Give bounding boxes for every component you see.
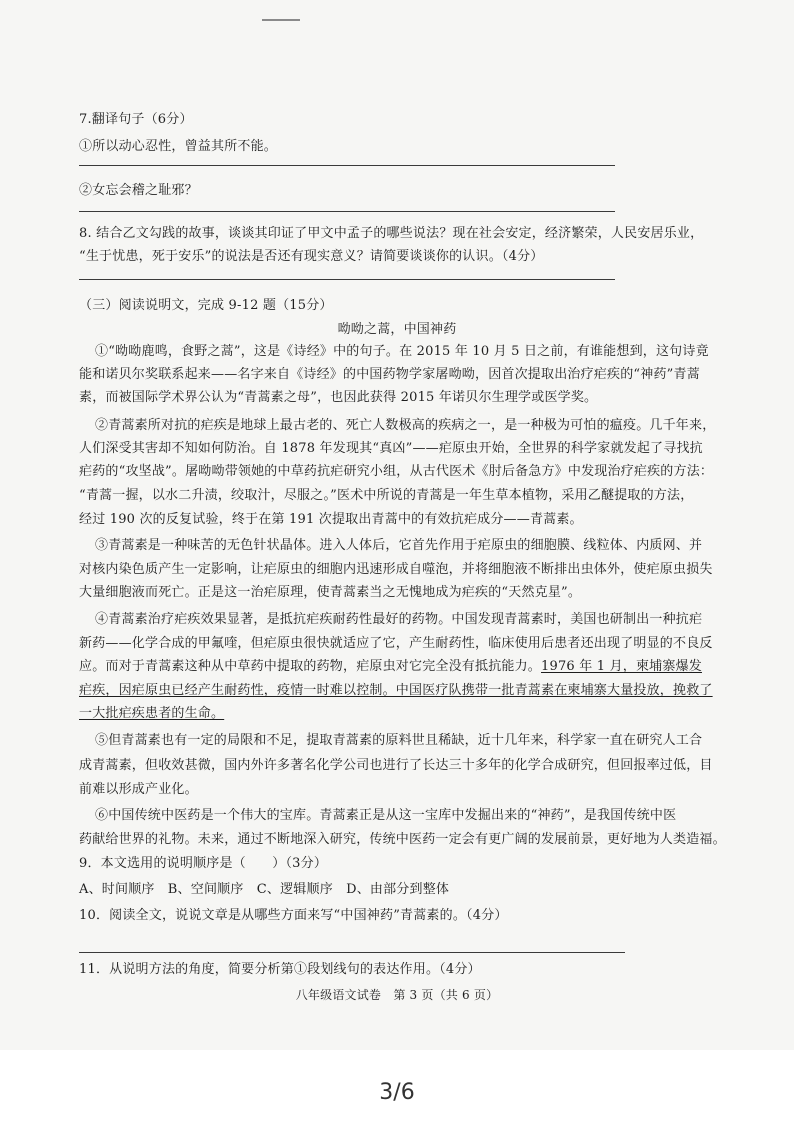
article-title: 呦呦之蒿，中国神药 — [337, 322, 457, 337]
q7-sentence-1: ①所以动心忍性，曾益其所不能。 — [79, 139, 278, 154]
q11-question: 11．从说明方法的角度，简要分析第①段划线句的表达作用。（4分） — [79, 962, 481, 977]
paragraph-4-line: ④青蒿素治疗疟疾效果显著，是抵抗疟疾耐药性最好的药物。中国发现青蒿素时，美国也研制出一种抗疟 — [95, 612, 703, 627]
q7-sentence-2: ②女忘会稽之耻邪？ — [79, 183, 198, 198]
paragraph-3-line: 大量细胞液而死亡。正是这一治疟原理，使青蒿素当之无愧地成为疟疾的“天然克星”。 — [79, 585, 582, 600]
answer-line — [79, 211, 615, 212]
paragraph-4-line — [79, 659, 702, 675]
paragraph-2-line: 人们深受其害却不知如何防治。自 1878 年发现其“真凶”——疟原虫开始，全世界的科学家就发起了寻找抗 — [79, 441, 703, 456]
q10-question: 10．阅读全文，说说文章是从哪些方面来写“中国神药”青蒿素的。（4分） — [79, 908, 508, 923]
paragraph-2-line: ②青蒿素所对抗的疟疾是地球上最古老的、死亡人数极高的疾病之一，是一种极为可怕的瘟疫。几千年来， — [95, 418, 716, 433]
paragraph-6-line: ⑥中国传统中医药是一个伟大的宝库。青蒿素正是从这一宝库中发掘出来的“神药”，是我国传统中医 — [95, 808, 677, 823]
paragraph-5-line: 前难以形成产业化。 — [79, 782, 198, 797]
paragraph-5-line: 成青蒿素，但收效甚微，国内外许多著名化学公司也进行了长达三十多年的化学合成研究，但回报率过低，目 — [79, 758, 713, 773]
q8-line-1: 8. 结合乙文勾践的故事，谈谈其印证了甲文中孟子的哪些说法？现在社会安定，经济繁荣，人民安居乐业， — [79, 226, 704, 241]
paragraph-2-line: 经过 190 次的反复试验，终于在第 191 次提取出青蒿中的有效抗疟成分——青蒿素。 — [79, 512, 583, 527]
paragraph-1-line: ①“呦呦鹿鸣，食野之蒿”，这是《诗经》中的句子。在 2015 年 10 月 5 日之前，有谁能想到，这句诗竟 — [95, 344, 709, 359]
q8-line-2: “生于忧患，死于安乐”的说法是否还有现实意义？请简要谈谈你的认识。（4分） — [79, 249, 544, 264]
answer-line — [79, 279, 615, 280]
q7-title: 7.翻译句子（6分） — [79, 112, 193, 127]
exam-footer: 八年级语文试卷 第 3 页（共 6 页） — [295, 988, 499, 1002]
paragraph-1-line: 素，而被国际学术界公认为“青蒿素之母”，也因此获得 2015 年诺贝尔生理学或医学奖。 — [79, 390, 598, 405]
paragraph-4-text: 应。而对于青蒿素这种从中草药中提取的药物，疟原虫对它完全没有抵抗能力。 — [79, 659, 542, 674]
paragraph-6-line: 药献给世界的礼物。未来，通过不断地深入研究，传统中医药一定会有更广阔的发展前景，更好地为人类造福。 — [79, 832, 726, 847]
paragraph-3-line: 对核内染色质产生一定影响，让疟原虫的细胞内迅速形成自噬泡，并将细胞液不断排出虫体外，使疟原虫损失 — [79, 562, 713, 577]
answer-line — [79, 165, 615, 166]
paragraph-3-line: ③青蒿素是一种味苦的无色针状晶体。进入人体后，它首先作用于疟原虫的细胞膜、线粒体、内质网、并 — [95, 538, 703, 553]
scan-mark — [262, 19, 300, 21]
paragraph-5-line: ⑤但青蒿素也有一定的局限和不足，提取青蒿素的原料世且稀缺，近十几年来，科学家一直在研究人工合 — [95, 733, 703, 748]
paragraph-2-line: 疟药的“攻坚战”。屠呦呦带领她的中草药抗疟研究小组，从古代医术《肘后备急方》中发现治疗疟疾的方法： — [79, 464, 714, 479]
underlined-sentence: 疟疾，因疟原虫已经产生耐药性，疫情一时难以控制。中国医疗队携带一批青蒿素在柬埔寨大量投放，挽救了 — [79, 683, 713, 698]
answer-line — [79, 952, 625, 953]
q9-question: 9．本文选用的说明顺序是（ ）（3分） — [79, 856, 328, 871]
paragraph-1-line: 能和诺贝尔奖联系起来——名字来自《诗经》的中国药物学家屠呦呦，因首次提取出治疗疟疾的“神药”青蒿 — [79, 367, 700, 382]
section-heading: （三）阅读说明文，完成 9-12 题（15分） — [79, 298, 333, 313]
underlined-sentence: 1976 年 1 月，柬埔寨爆发 — [541, 659, 702, 674]
paragraph-2-line: “青蒿一握，以水二升渍，绞取汁，尽服之。”医术中所说的青蒿是一年生草本植物，采用乙醚提取的方法， — [79, 488, 694, 503]
page-indicator: 3/6 — [379, 1080, 415, 1105]
q9-options: A、时间顺序 B、空间顺序 C、逻辑顺序 D、由部分到整体 — [79, 882, 450, 897]
paragraph-4-line: 新药——化学合成的甲氟喹，但疟原虫很快就适应了它，产生耐药性，临床使用后患者还出现了明显的不良反 — [79, 636, 713, 651]
underlined-sentence: 一大批疟疾患者的生命。 — [79, 706, 225, 721]
